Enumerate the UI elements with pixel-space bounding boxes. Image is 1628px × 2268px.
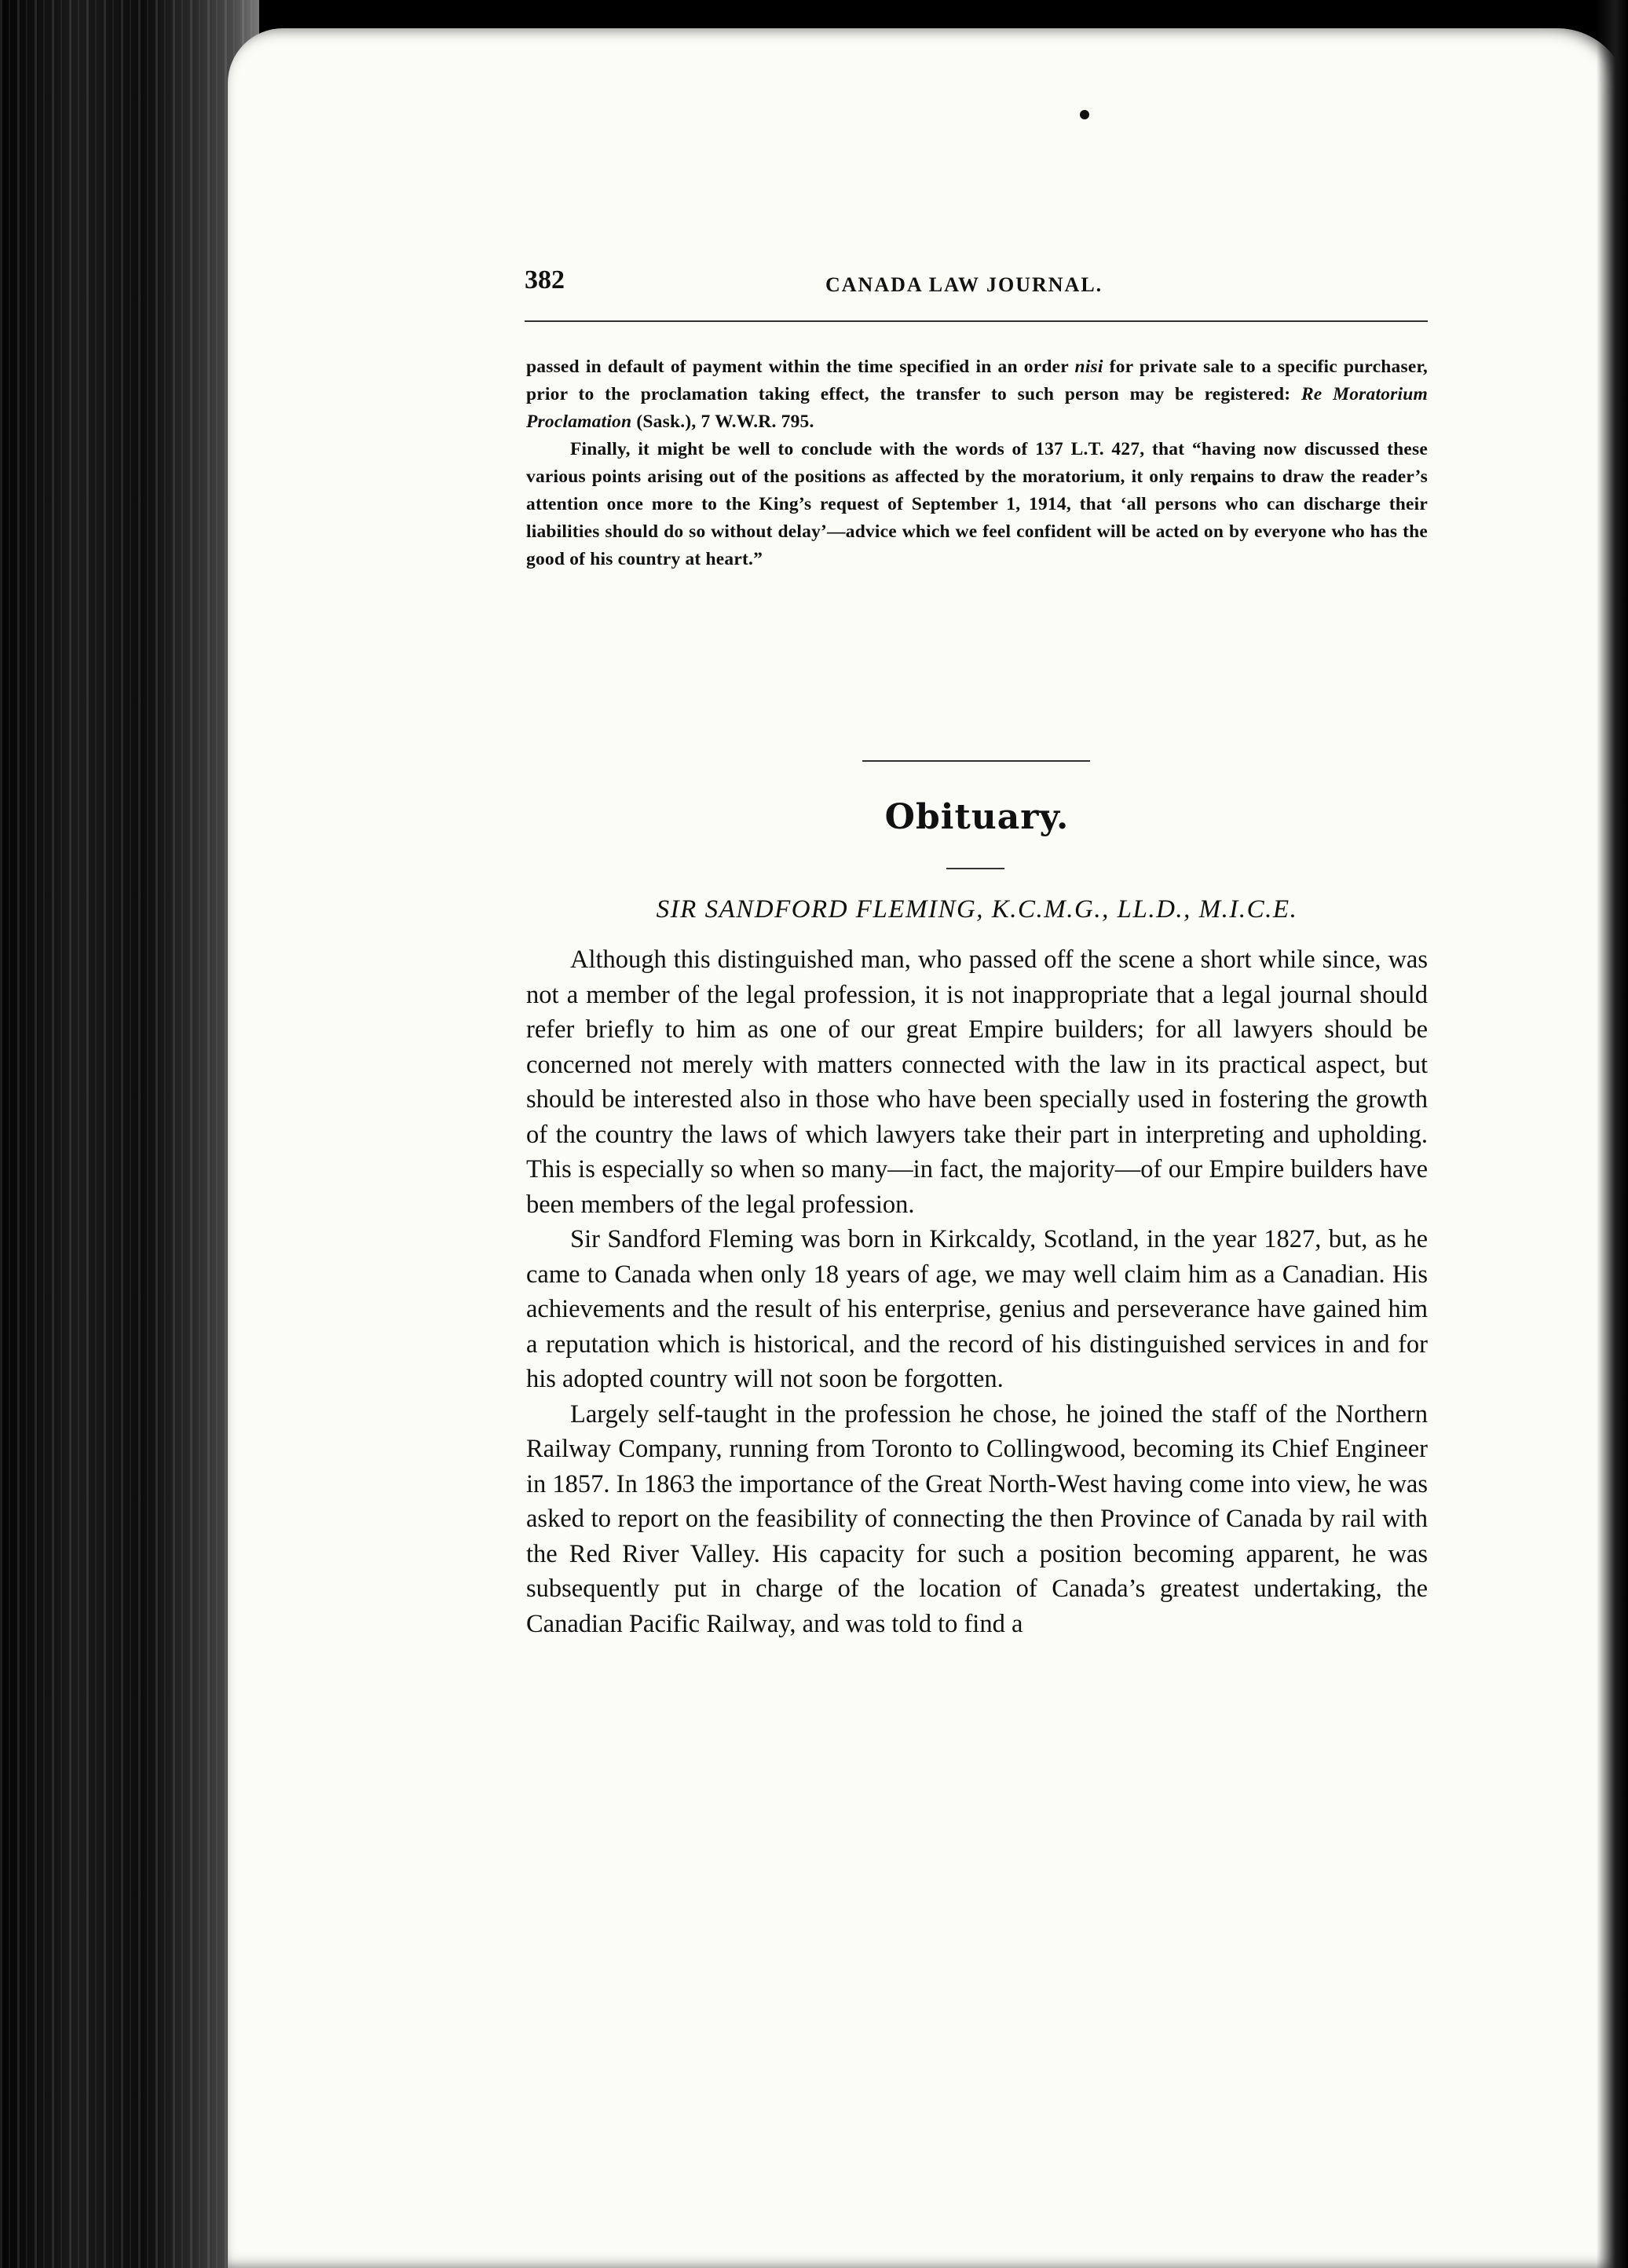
scan-left-border <box>0 0 259 2268</box>
italic-term: nisi <box>1074 357 1103 377</box>
heading-divider <box>946 868 1004 869</box>
paragraph: Largely self-taught in the profession he chose, he joined the staff of the Northern Railway Company, running from Toronto to Collingwood, becoming its Chief Engineer in 1857. In 1863 the importance of the Great North-West having come into view, he was asked to report on the feasibility of connecting the then Province of Canada by rail with the Red River Valley. His capacity for such a position becoming apparent, he was subsequently put in charge of the location of Canada’s greatest undertaking, the Canadian Pacific Railway, and was told to find a <box>526 1399 1428 1638</box>
running-head: CANADA LAW JOURNAL. <box>825 273 1103 296</box>
article-body <box>526 942 1428 1641</box>
ink-speck <box>1080 110 1089 119</box>
paragraph: passed in default of payment within the time specified in an order nisi for private sale to a specific purchaser, prior to the proclamation taking effect, the transfer to such person may be registered: Re Moratorium Proclamation (Sask.), 7 W.W.R. 795. <box>526 357 1428 432</box>
scan-right-border <box>1597 0 1628 2268</box>
header-rule <box>525 320 1428 322</box>
section-heading: Obituary. <box>884 797 1070 837</box>
continued-text <box>526 353 1428 573</box>
page-header <box>525 265 1428 313</box>
case-citation: Re Moratorium Proclamation <box>526 384 1428 432</box>
paragraph: Finally, it might be well to conclude with the words of 137 L.T. 427, that “having now discussed these various points arising out of the positions as affected by the moratorium, it only remains to draw the reader’s attention once more to the King’s request of September 1, 1914, that ‘all persons who can discharge their liabilities should do so without delay’—advice which we feel confident will be acted on by everyone who has the good of his country at heart.” <box>526 439 1428 569</box>
paragraph: Although this distinguished man, who passed off the scene a short while since, was not a member of the legal profession, it is not inappropriate that a legal journal should refer briefly to him as one of our great Empire builders; for all lawyers should be concerned not merely with matters connected with the law in its practical aspect, but should be interested also in those who have been specially used in fostering the growth of the country the laws of which lawyers take their part in interpreting and upholding. This is especially so when so many—in fact, the majority—of our Empire builders have been members of the legal profession. <box>526 946 1428 1219</box>
section-divider <box>862 760 1090 762</box>
page-number: 382 <box>525 265 565 294</box>
paragraph: Sir Sandford Fleming was born in Kirkcaldy, Scotland, in the year 1827, but, as he came to Canada when only 18 years of age, we may well claim him as a Canadian. His achievements and the result of his enterprise, genius and perseverance have gained him a reputation which is historical, and the record of his distinguished services in and for his adopted country will not soon be forgotten. <box>526 1225 1428 1393</box>
article-title: SIR SANDFORD FLEMING, K.C.M.G., LL.D., M.I.C.E. <box>656 895 1298 924</box>
